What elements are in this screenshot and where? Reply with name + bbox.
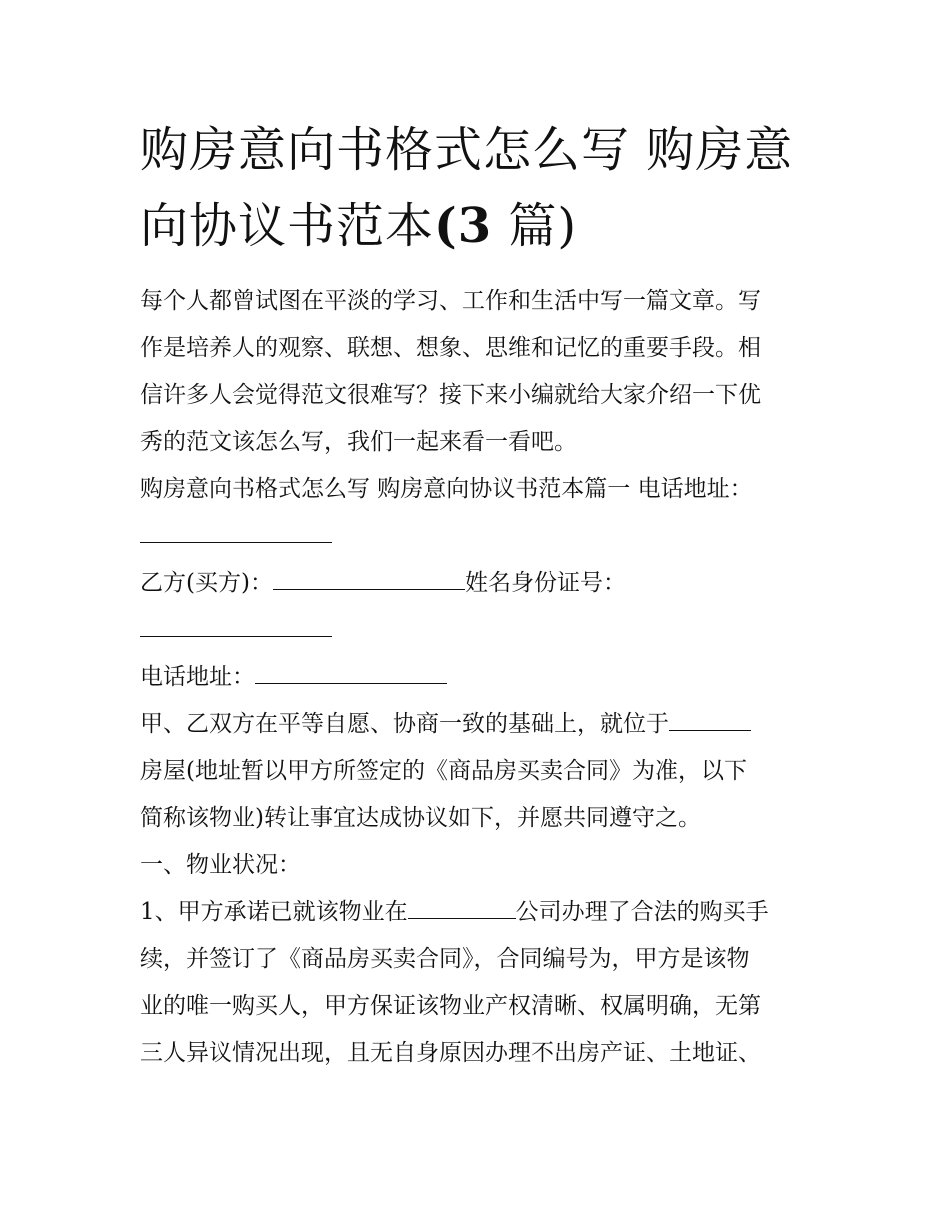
section-heading: 购房意向书格式怎么写 购房意向协议书范本篇一 电话地址： [140, 476, 753, 502]
item-1-line-4: 三人异议情况出现，且无自身原因办理不出房产证、土地证、 [140, 1040, 761, 1066]
agreement-line-3: 简称该物业)转让事宜达成协议如下，并愿共同遵守之。 [140, 805, 701, 831]
intro-line-3: 信许多人会觉得范文很难写？接下来小编就给大家介绍一下优 [140, 382, 761, 408]
phone-line [140, 654, 820, 701]
party-b-blank [273, 563, 465, 590]
intro-line-1: 每个人都曾试图在平淡的学习、工作和生活中写一篇文章。写 [140, 288, 761, 314]
item-1-line-3: 业的唯一购买人，甲方保证该物业产权清晰、权属明确，无第 [140, 993, 761, 1019]
item-1-line-1 [140, 889, 820, 936]
id-blank [140, 610, 332, 637]
agreement-line-2: 房屋(地址暂以甲方所签定的《商品房买卖合同》为准，以下 [140, 758, 747, 784]
title-line-1: 购房意向书格式怎么写 购房意 [140, 122, 794, 178]
intro-line-2: 作是培养人的观察、联想、想象、思维和记忆的重要手段。相 [140, 335, 761, 361]
title-count-bold: (3 [434, 198, 493, 254]
phone-address-blank [255, 657, 447, 684]
phone-blank-line [140, 513, 820, 560]
title-line-2-suffix: 篇) [492, 198, 578, 254]
document-body [140, 278, 820, 1077]
intro-line-4: 秀的范文该怎么写，我们一起来看一看吧。 [140, 429, 577, 455]
agreement-text-1: 甲、乙双方在平等自愿、协商一致的基础上，就位于 [140, 711, 669, 737]
document-title [140, 112, 820, 264]
phone-label: 电话地址： [140, 664, 255, 690]
phone-blank [140, 516, 332, 543]
id-label: 姓名身份证号： [464, 570, 626, 596]
section-1-title: 一、物业状况： [140, 852, 301, 878]
title-line-2-prefix: 向协议书范本 [140, 198, 435, 254]
company-blank [408, 892, 516, 919]
id-blank-line [140, 607, 820, 654]
item-1-line-2: 续，并签订了《商品房买卖合同》，合同编号为，甲方是该物 [140, 946, 750, 972]
item-1-prefix: 1、甲方承诺已就该物业在 [140, 899, 408, 925]
location-blank [669, 704, 751, 731]
party-b-line [140, 560, 820, 607]
party-b-label: 乙方(买方)： [140, 570, 273, 596]
title-line-2 [140, 188, 820, 264]
agreement-line-1 [140, 701, 820, 748]
item-1-suffix: 公司办理了合法的购买手 [515, 899, 769, 925]
